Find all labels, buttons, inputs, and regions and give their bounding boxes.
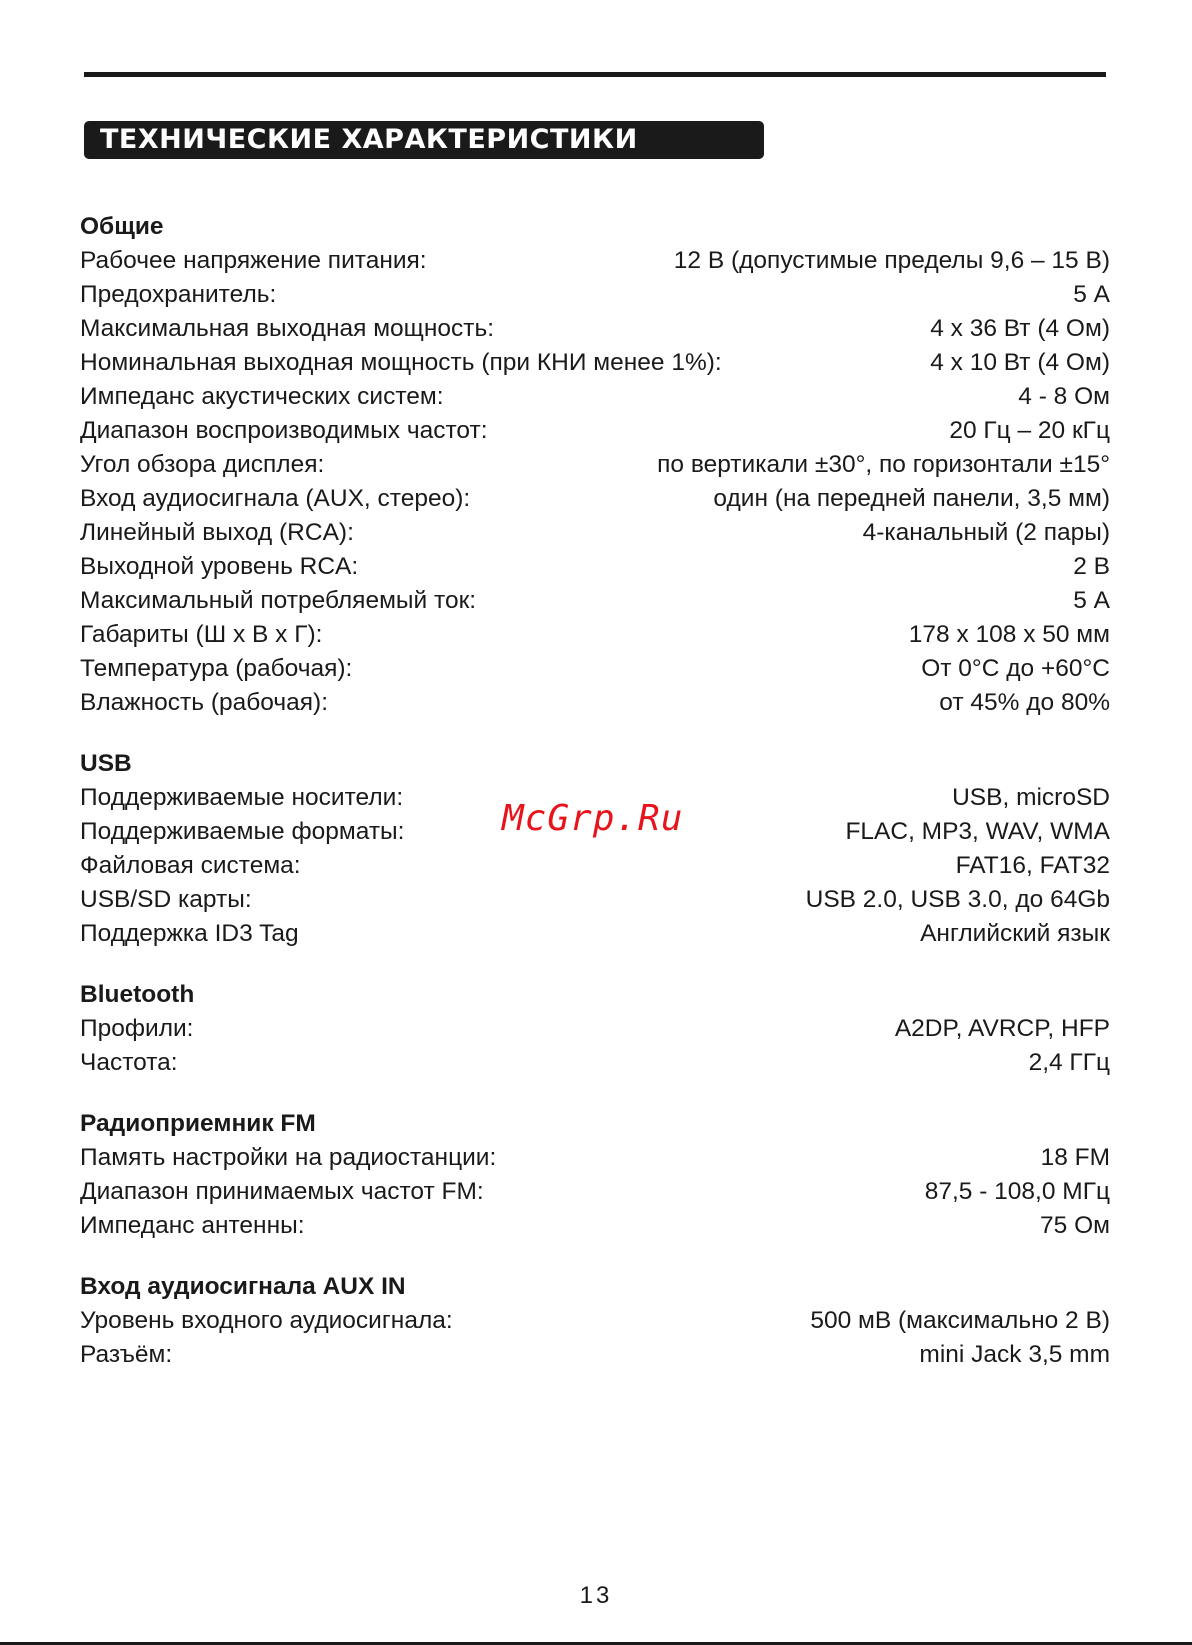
spec-row [80, 1338, 1110, 1372]
spec-value: по вертикали ±30°, по горизонтали ±15° [657, 451, 1110, 478]
spec-value: USB, microSD [952, 784, 1110, 811]
section-title: Вход аудиосигнала AUX IN [80, 1273, 406, 1300]
spec-value: 500 мВ (максимально 2 В) [810, 1307, 1110, 1334]
spec-label: Влажность (рабочая): [80, 689, 329, 716]
spec-value: один (на передней панели, 3,5 мм) [713, 485, 1110, 512]
spec-row [80, 278, 1110, 312]
spec-row [80, 448, 1110, 482]
spec-row [80, 849, 1110, 883]
spec-label: Поддерживаемые носители: [80, 784, 404, 811]
section-title: Bluetooth [80, 981, 195, 1008]
spec-label: Номинальная выходная мощность (при КНИ менее 1%): [80, 349, 722, 376]
spec-label: Вход аудиосигнала (AUX, стерео): [80, 485, 471, 512]
spec-row [80, 346, 1110, 380]
spec-row [80, 516, 1110, 550]
watermark: McGrp.Ru [502, 798, 684, 839]
spec-label: Файловая система: [80, 852, 301, 879]
top-divider [84, 72, 1106, 77]
spec-value: 5 А [1073, 281, 1110, 308]
spec-label: Выходной уровень RCA: [80, 553, 359, 580]
spec-row [80, 1012, 1110, 1046]
spec-label: Поддержка ID3 Tag [80, 920, 299, 947]
spec-value: 20 Гц – 20 кГц [949, 417, 1110, 444]
page-title: ТЕХНИЧЕСКИЕ ХАРАКТЕРИСТИКИ [84, 121, 764, 159]
spec-value: 178 х 108 х 50 мм [908, 621, 1110, 648]
spec-row [80, 1304, 1110, 1338]
spec-row [80, 584, 1110, 618]
spec-row [80, 312, 1110, 346]
section-aux-in [80, 1270, 1110, 1372]
spec-label: Импеданс акустических систем: [80, 383, 444, 410]
spec-label: Диапазон воспроизводимых частот: [80, 417, 488, 444]
spec-label: Разъём: [80, 1341, 173, 1368]
spec-label: Рабочее напряжение питания: [80, 247, 427, 274]
spec-value: 12 В (допустимые пределы 9,6 – 15 В) [673, 247, 1110, 274]
spec-label: Поддерживаемые форматы: [80, 818, 405, 845]
spec-label: Предохранитель: [80, 281, 277, 308]
spec-row [80, 652, 1110, 686]
section-bluetooth [80, 978, 1110, 1080]
spec-value: от 45% до 80% [939, 689, 1110, 716]
section-general [80, 210, 1110, 720]
spec-value: FAT16, FAT32 [955, 852, 1110, 879]
spec-row [80, 686, 1110, 720]
spec-value: 4 х 36 Вт (4 Ом) [930, 315, 1110, 342]
spec-label: Уровень входного аудиосигнала: [80, 1307, 453, 1334]
spec-row [80, 380, 1110, 414]
spec-value: FLAC, MP3, WAV, WMA [845, 818, 1110, 845]
spec-label: Импеданс антенны: [80, 1212, 305, 1239]
spec-label: Максимальный потребляемый ток: [80, 587, 477, 614]
spec-row [80, 917, 1110, 951]
spec-value: USB 2.0, USB 3.0, до 64Gb [805, 886, 1110, 913]
spec-value: 87,5 - 108,0 МГц [924, 1178, 1110, 1205]
spec-row [80, 618, 1110, 652]
spec-value: 75 Ом [1040, 1212, 1110, 1239]
spec-row [80, 883, 1110, 917]
spec-label: Угол обзора дисплея: [80, 451, 325, 478]
section-title: Общие [80, 213, 164, 240]
page-number: 13 [579, 1582, 613, 1609]
section-title: Радиоприемник FM [80, 1110, 316, 1137]
spec-value: 4-канальный (2 пары) [862, 519, 1110, 546]
spec-value: mini Jack 3,5 mm [919, 1341, 1110, 1368]
spec-row [80, 550, 1110, 584]
spec-row [80, 1175, 1110, 1209]
spec-label: USB/SD карты: [80, 886, 252, 913]
spec-label: Частота: [80, 1049, 178, 1076]
spec-label: Максимальная выходная мощность: [80, 315, 495, 342]
spec-row [80, 1141, 1110, 1175]
spec-value: 4 х 10 Вт (4 Ом) [930, 349, 1110, 376]
spec-value: 18 FM [1040, 1144, 1110, 1171]
spec-row [80, 1046, 1110, 1080]
spec-value: A2DP, AVRCP, HFP [894, 1015, 1110, 1042]
spec-label: Память настройки на радиостанции: [80, 1144, 497, 1171]
spec-label: Профили: [80, 1015, 194, 1042]
section-title: USB [80, 750, 132, 777]
spec-label: Линейный выход (RCA): [80, 519, 354, 546]
spec-value: 2,4 ГГц [1028, 1049, 1110, 1076]
spec-row [80, 482, 1110, 516]
spec-value: 5 А [1073, 587, 1110, 614]
spec-value: 4 - 8 Ом [1018, 383, 1110, 410]
spec-row [80, 414, 1110, 448]
spec-label: Диапазон принимаемых частот FM: [80, 1178, 484, 1205]
section-usb [80, 747, 1110, 951]
spec-value: Английский язык [920, 920, 1110, 947]
spec-label: Температура (рабочая): [80, 655, 353, 682]
spec-row [80, 244, 1110, 278]
spec-row [80, 1209, 1110, 1243]
spec-value: 2 В [1073, 553, 1110, 580]
section-fm-radio [80, 1107, 1110, 1243]
spec-label: Габариты (Ш х В х Г): [80, 621, 323, 648]
spec-value: От 0°С до +60°С [921, 655, 1110, 682]
